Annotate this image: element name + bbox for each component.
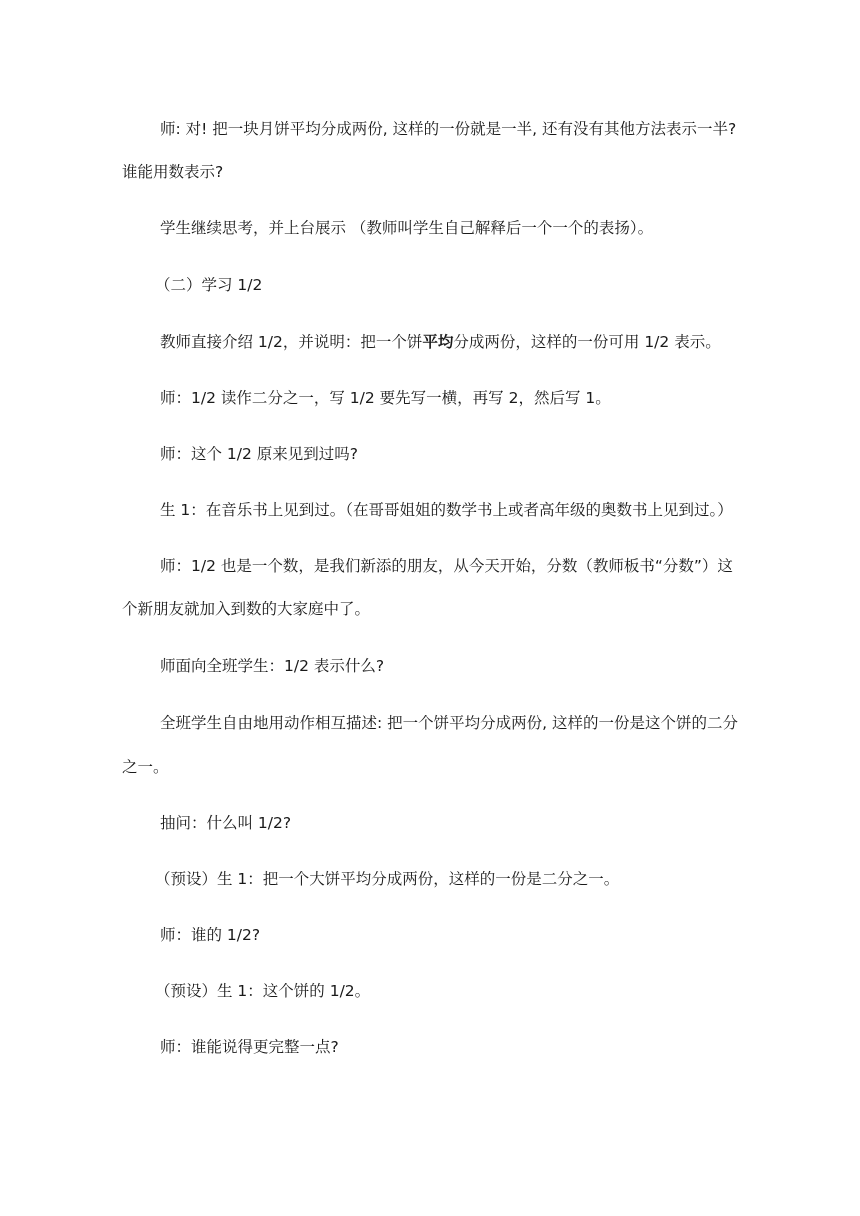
paragraph-15: 师：谁能说得更完整一点? bbox=[160, 1038, 339, 1056]
paragraph-8-line-2: 个新朋友就加入到数的大家庭中了。 bbox=[122, 600, 371, 618]
paragraph-7: 生 1：在音乐书上见到过。（在哥哥姐姐的数学书上或者高年级的奥数书上见到过。） bbox=[160, 501, 733, 519]
paragraph-2: 学生继续思考，并上台展示 （教师叫学生自己解释后一个一个的表扬）。 bbox=[160, 219, 654, 237]
paragraph-10-line-2: 之一。 bbox=[122, 758, 169, 776]
paragraph-6: 师：这个 1/2 原来见到过吗? bbox=[160, 445, 359, 463]
paragraph-14: （预设）生 1：这个饼的 1/2。 bbox=[155, 982, 371, 1000]
paragraph-4 bbox=[160, 331, 721, 353]
paragraph-11: 抽问：什么叫 1/2? bbox=[160, 814, 292, 832]
paragraph-10-line-1: 全班学生自由地用动作相互描述: 把一个饼平均分成两份, 这样的一份是这个饼的二分 bbox=[160, 714, 739, 732]
paragraph-4-part-a: 教师直接介绍 1/2，并说明：把一个饼 bbox=[160, 333, 423, 351]
section-heading: （二）学习 1/2 bbox=[155, 276, 263, 294]
paragraph-13: 师：谁的 1/2? bbox=[160, 926, 261, 944]
paragraph-5: 师：1/2 读作二分之一，写 1/2 要先写一横，再写 2，然后写 1。 bbox=[160, 389, 611, 407]
paragraph-8-line-1: 师：1/2 也是一个数，是我们新添的朋友，从今天开始，分数（教师板书“分数”）这 bbox=[160, 557, 733, 575]
paragraph-4-emphasis: 平均 bbox=[422, 333, 454, 351]
paragraph-1-line-1: 师: 对! 把一块月饼平均分成两份, 这样的一份就是一半, 还有没有其他方法表示一半? bbox=[160, 120, 737, 138]
paragraph-4-part-c: 分成两份，这样的一份可用 1/2 表示。 bbox=[453, 333, 721, 351]
paragraph-9: 师面向全班学生：1/2 表示什么? bbox=[160, 657, 385, 675]
paragraph-1-line-2: 谁能用数表示? bbox=[122, 163, 224, 181]
paragraph-12: （预设）生 1：把一个大饼平均分成两份，这样的一份是二分之一。 bbox=[155, 870, 620, 888]
